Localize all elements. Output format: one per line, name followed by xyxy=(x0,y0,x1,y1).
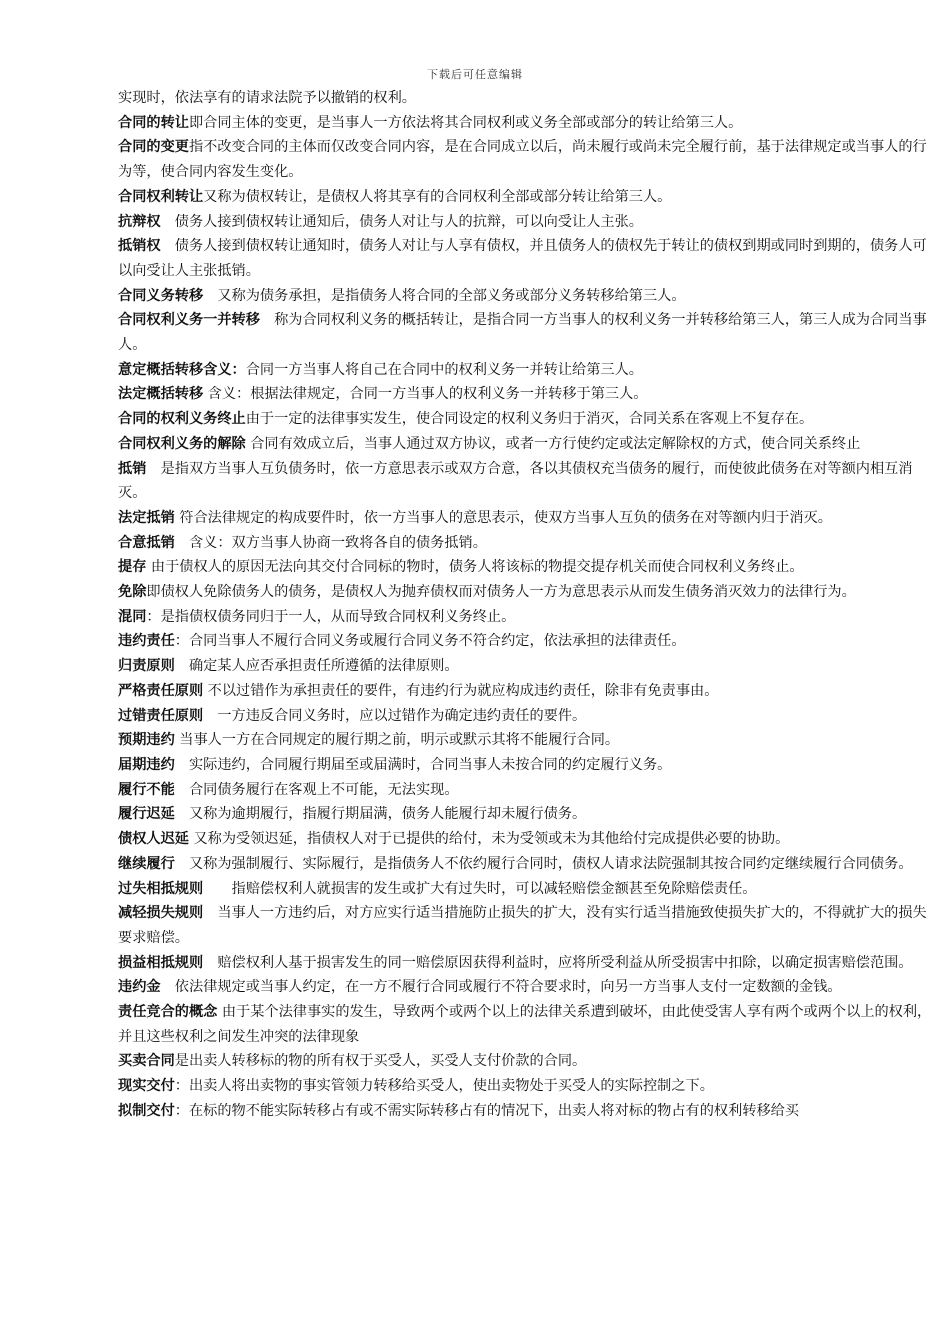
glossary-entry xyxy=(118,827,932,852)
glossary-entry xyxy=(118,135,932,184)
glossary-entry xyxy=(118,802,932,827)
entry-definition: 合同一方当事人将自己在合同中的权利义务一并转让给第三人。 xyxy=(245,361,643,378)
glossary-entry xyxy=(118,852,932,877)
entry-definition: 又称为强制履行、实际履行，是指债务人不依约履行合同时，债权人请求法院强制其按合同约定继续履行合同债务。 xyxy=(174,855,913,872)
glossary-entry xyxy=(118,308,932,357)
glossary-entry xyxy=(118,555,932,580)
entry-term: 过错责任原则 xyxy=(118,707,204,724)
glossary-entry xyxy=(118,407,932,432)
glossary-entry xyxy=(118,531,932,556)
glossary-entry xyxy=(118,86,932,111)
glossary-entry xyxy=(118,975,932,1000)
entry-definition: 符合法律规定的构成要件时，依一方当事人的意思表示，使双方当事人互负的债务在对等额内归于消灭。 xyxy=(174,509,832,526)
entry-term: 合同义务转移 xyxy=(118,287,204,304)
entry-term: 归责原则 xyxy=(118,658,175,675)
entry-term: 合同的权利义务终止 xyxy=(118,411,246,428)
glossary-entry xyxy=(118,1049,932,1074)
glossary-entry xyxy=(118,506,932,531)
glossary-entry xyxy=(118,901,932,950)
entry-term: 提存 xyxy=(118,559,147,576)
entry-definition: 指不改变合同的主体而仅改变合同内容，是在合同成立以后，尚未履行或尚未完全履行前，基于法律规定或当事人的行为等，使合同内容发生变化。 xyxy=(118,139,927,181)
glossary-entry xyxy=(118,1074,932,1099)
entry-definition: ：出卖人将出卖物的事实管领力转移给买受人，使出卖物处于买受人的实际控制之下。 xyxy=(174,1078,714,1095)
glossary-content xyxy=(118,86,932,1124)
entry-definition: 依法律规定或当事人约定，在一方不履行合同或履行不符合要求时，向另一方当事人支付一定数额的金钱。 xyxy=(160,979,842,996)
entry-term: 严格责任原则 xyxy=(118,682,204,699)
entry-term: 买卖合同 xyxy=(118,1053,175,1070)
glossary-entry xyxy=(118,210,932,235)
glossary-entry xyxy=(118,185,932,210)
entry-definition: 又称为债务承担，是指债务人将合同的全部义务或部分义务转移给第三人。 xyxy=(203,287,686,304)
entry-definition: ：合同当事人不履行合同义务或履行合同义务不符合约定，依法承担的法律责任。 xyxy=(174,633,686,650)
entry-definition: 合同债务履行在客观上不可能，无法实现。 xyxy=(174,781,459,798)
glossary-entry xyxy=(118,605,932,630)
glossary-entry xyxy=(118,951,932,976)
entry-term: 现实交付 xyxy=(118,1078,175,1095)
entry-term: 法定概括转移 xyxy=(118,386,204,403)
glossary-entry xyxy=(118,704,932,729)
entry-term: 预期违约 xyxy=(118,732,175,749)
glossary-entry xyxy=(118,679,932,704)
entry-definition: 是指双方当事人互负债务时，依一方意思表示或双方合意，各以其债权充当债务的履行，而使彼此债务在对等额内相互消灭。 xyxy=(118,460,913,502)
entry-definition: 当事人一方违约后，对方应实行适当措施防止损失的扩大，没有实行适当措施致使损失扩大的，不得就扩大的损失要求赔偿。 xyxy=(118,905,927,946)
entry-term: 损益相抵规则 xyxy=(118,954,204,971)
entry-definition: 又称为逾期履行，指履行期届满，债务人能履行却未履行债务。 xyxy=(174,806,587,823)
entry-term: 合同权利转让 xyxy=(118,188,204,205)
entry-term: 合同的变更 xyxy=(118,139,189,156)
entry-definition: 赔偿权利人基于损害发生的同一赔偿原因获得利益时，应将所受利益从所受损害中扣除，以确定损害赔偿范围。 xyxy=(203,954,913,971)
entry-term: 抵销权 xyxy=(118,238,161,255)
entry-term: 履行迟延 xyxy=(118,806,175,823)
entry-term: 责任竞合的概念 xyxy=(118,1004,218,1021)
glossary-entry xyxy=(118,111,932,136)
entry-term: 继续履行 xyxy=(118,855,175,872)
entry-definition: 指赔偿权利人就损害的发生或扩大有过失时，可以减轻赔偿金额甚至免除赔偿责任。 xyxy=(203,880,757,897)
entry-definition: 即债权人免除债务人的债务，是债权人为抛弃债权而对债务人一方为意思表示从而发生债务消灭效力的法律行为。 xyxy=(146,584,856,601)
entry-definition: 确定某人应否承担责任所遵循的法律原则。 xyxy=(174,658,459,675)
entry-definition: 债务人接到债权转让通知时，债务人对让与人享有债权，并且债务人的债权先于转让的债权到期或同时到期的，债务人可以向受让人主张抵销。 xyxy=(118,238,927,279)
entry-definition: 又称为受领迟延，指债权人对于已提供的给付，未为受领或未为其他给付完成提供必要的协助。 xyxy=(188,831,790,848)
entry-definition: 含义：根据法律规定，合同一方当事人的权利义务一并转移于第三人。 xyxy=(203,386,648,403)
glossary-entry xyxy=(118,1000,932,1049)
glossary-entry xyxy=(118,877,932,902)
entry-definition: 债务人接到债权转让通知后，债务人对让与人的抗辩，可以向受让人主张。 xyxy=(160,213,643,230)
entry-definition: 由于一定的法律事实发生，使合同设定的权利义务归于消灭，合同关系在客观上不复存在。 xyxy=(245,411,814,428)
glossary-entry xyxy=(118,629,932,654)
entry-term: 混同 xyxy=(118,608,147,625)
entry-term: 债权人迟延 xyxy=(118,831,189,848)
entry-term: 合同权利义务一并转移 xyxy=(118,312,260,329)
glossary-entry xyxy=(118,358,932,383)
entry-definition: ：是指债权债务同归于一人，从而导致合同权利义务终止。 xyxy=(146,608,516,625)
entry-definition: 实现时，依法享有的请求法院予以撤销的权利。 xyxy=(118,90,416,106)
entry-definition: 又称为债权转让，是债权人将其享有的合同权利全部或部分转让给第三人。 xyxy=(203,188,672,205)
glossary-entry xyxy=(118,753,932,778)
entry-term: 意定概括转移含义： xyxy=(118,361,246,378)
glossary-entry xyxy=(118,234,932,283)
entry-definition: 称为合同权利义务的概括转让，是指合同一方当事人的权利义务一并转移给第三人，第三人成为合同当事人。 xyxy=(118,312,927,354)
entry-term: 减轻损失规则 xyxy=(118,905,204,922)
glossary-entry xyxy=(118,432,932,457)
entry-definition: 含义：双方当事人协商一致将各自的债务抵销。 xyxy=(174,534,487,551)
glossary-entry xyxy=(118,1099,932,1124)
entry-definition: 当事人一方在合同规定的履行期之前，明示或默示其将不能履行合同。 xyxy=(174,732,620,749)
entry-term: 法定抵销 xyxy=(118,509,175,526)
entry-term: 违约责任 xyxy=(118,633,175,650)
entry-definition: 合同有效成立后，当事人通过双方协议，或者一方行使约定或法定解除权的方式，使合同关系终止 xyxy=(245,435,861,452)
entry-term: 抗辩权 xyxy=(118,213,161,230)
entry-definition: 是出卖人转移标的物的所有权于买受人，买受人支付价款的合同。 xyxy=(174,1053,587,1070)
entry-definition: 一方违反合同义务时，应以过错作为确定违约责任的要件。 xyxy=(203,707,587,724)
entry-term: 违约金 xyxy=(118,979,161,996)
glossary-entry xyxy=(118,457,932,506)
entry-term: 过失相抵规则 xyxy=(118,880,204,897)
entry-definition: 即合同主体的变更，是当事人一方依法将其合同权利或义务全部或部分的转让给第三人。 xyxy=(188,114,743,131)
entry-term: 拟制交付 xyxy=(118,1102,175,1119)
entry-term: 抵销 xyxy=(118,460,147,477)
entry-term: 合同的转让 xyxy=(118,114,189,131)
entry-definition: 实际违约，合同履行期届至或届满时，合同当事人未按合同的约定履行义务。 xyxy=(174,756,672,773)
entry-term: 免除 xyxy=(118,584,147,601)
entry-term: 届期违约 xyxy=(118,756,175,773)
glossary-entry xyxy=(118,284,932,309)
entry-term: 履行不能 xyxy=(118,781,175,798)
glossary-entry xyxy=(118,778,932,803)
entry-definition: 由于某个法律事实的发生，导致两个或两个以上的法律关系遭到破坏，由此使受害人享有两个或两个以上的权利，并且这些权利之间发生冲突的法律现象 xyxy=(118,1004,932,1045)
entry-definition: 不以过错作为承担责任的要件，有违约行为就应构成违约责任，除非有免责事由。 xyxy=(203,682,719,699)
glossary-entry xyxy=(118,382,932,407)
entry-term: 合同权利义务的解除 xyxy=(118,435,246,452)
entry-definition: ：在标的物不能实际转移占有或不需实际转移占有的情况下，出卖人将对标的物占有的权利转移给买 xyxy=(174,1102,800,1119)
glossary-entry xyxy=(118,580,932,605)
entry-definition: 由于债权人的原因无法向其交付合同标的物时，债务人将该标的物提交提存机关而使合同权利义务终止。 xyxy=(146,559,804,576)
entry-term: 合意抵销 xyxy=(118,534,175,551)
glossary-entry xyxy=(118,654,932,679)
glossary-entry xyxy=(118,728,932,753)
page-header: 下载后可任意编辑 xyxy=(427,68,523,81)
